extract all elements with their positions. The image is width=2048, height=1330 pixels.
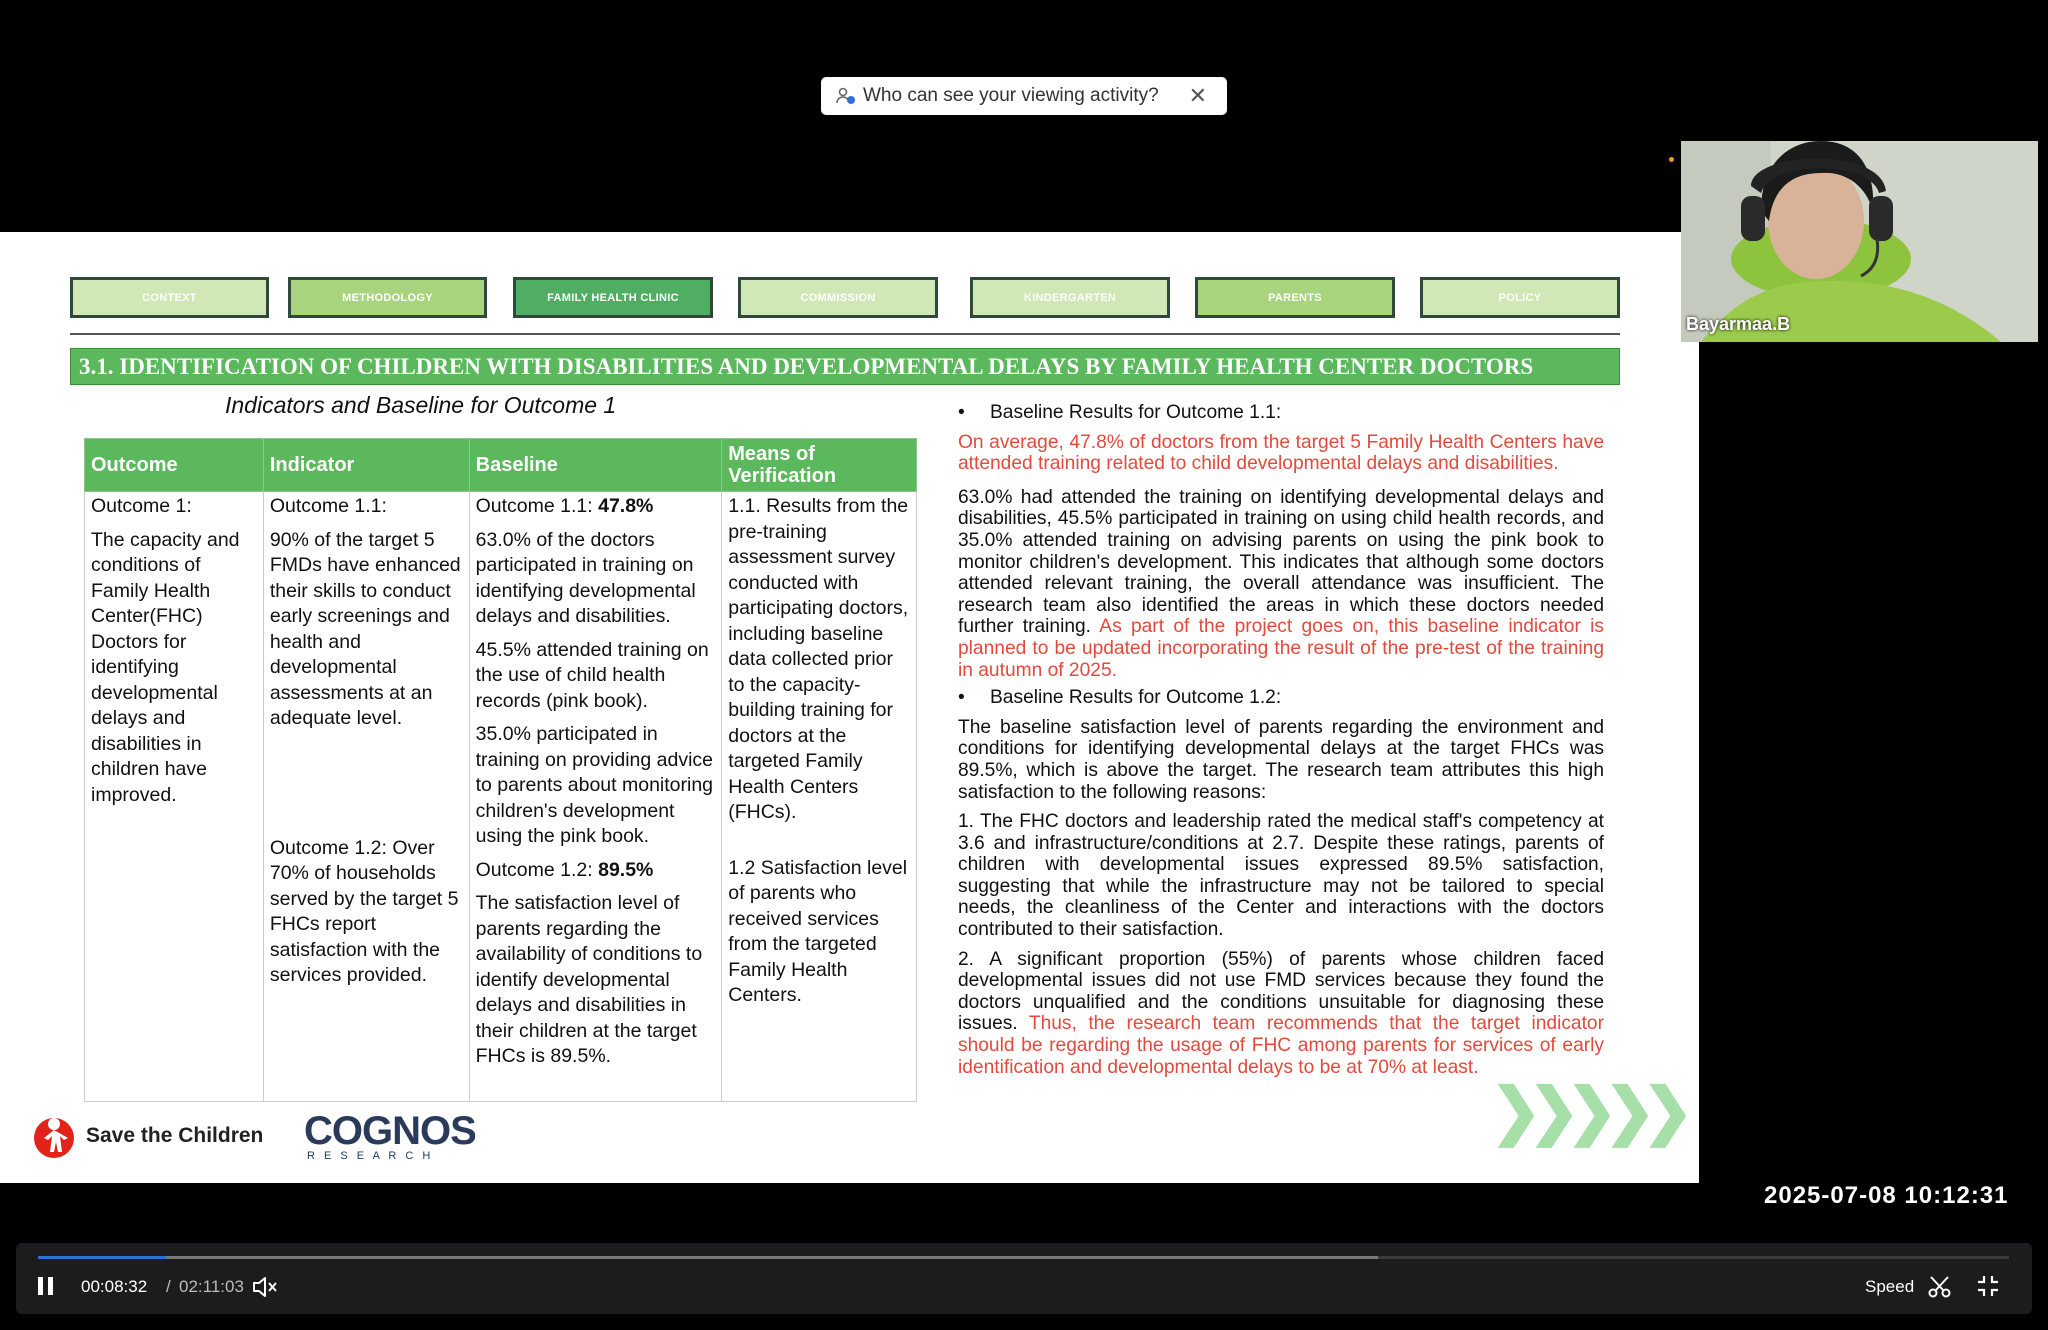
close-icon[interactable]: ✕: [1188, 83, 1207, 108]
played-bar: [38, 1256, 166, 1259]
presenter-webcam: [1681, 141, 2038, 342]
divider: [70, 333, 1620, 335]
column-header: Indicator: [263, 439, 469, 492]
indicator-1-1-text: 90% of the target 5 FMDs have enhanced their skills to conduct early screenings and health and developmental assessments at an adequate level.: [269, 528, 461, 729]
baseline-1-2: Outcome 1.2: 89.5%: [475, 858, 654, 881]
paragraph: 63.0% had attended the training on identifying developmental delays and disabilities, 45.5% participated in training on using child health records, and 35.0% attended training on advising parents on using the pink book to monitor children's development. This indicates that although some doctors attended relevant training, the overall attendance was insufficient. The research team also identified the areas in which these doctors needed further training. As part of the project goes on, this baseline indicator is planned to be updated incorporating the result of the pre-test of the training in autumn of 2025.: [958, 486, 1604, 681]
cognos-logo-text: COGNOS: [304, 1109, 476, 1153]
baseline-text: 63.0% of the doctors participated in training on identifying developmental delays and disabilities.: [475, 528, 696, 627]
save-the-children-logo: [30, 1112, 263, 1160]
chevron-decoration-icon: ❯❯❯❯❯: [1490, 1077, 1680, 1146]
clip-scissors-button[interactable]: [1927, 1274, 1953, 1300]
cognos-logo-subtext: R E S E A R C H: [307, 1150, 434, 1162]
table-row: [85, 492, 917, 1102]
table-title: Indicators and Baseline for Outcome 1: [225, 392, 617, 418]
baseline-cell: [469, 492, 722, 1102]
recording-indicator: [1669, 157, 1674, 162]
indicators-table: [84, 438, 917, 1102]
indicator-1-1-label: Outcome 1.1:: [269, 495, 387, 517]
paragraph: 2. A significant proportion (55%) of parents whose children faced developmental issues did not use FMD services because they found the doctors unqualified and the conditions unsuitable for diagnosing these issues. Thus, the research team recommends that the target indicator should be regarding the usage of FHC among parents for services of early identification and developmental delays to be at 70% at least.: [958, 948, 1604, 1078]
buffered-bar: [38, 1256, 1378, 1259]
table-header-row: [85, 439, 917, 492]
baseline-results-text: [958, 402, 1604, 1084]
column-header: Baseline: [469, 439, 722, 492]
player-control-bar: [16, 1243, 2032, 1314]
presenter-video: [1681, 141, 2038, 342]
stc-logo-text: Save the Children: [86, 1124, 264, 1147]
outcome-text: The capacity and conditions of Family Health Center(FHC) Doctors for identifying developmental delays and disabilities in children have improved.: [91, 528, 240, 806]
outcome-cell: [85, 492, 264, 1102]
indicator-1-2-text: Outcome 1.2: Over 70% of households served by the target 5 FHCs report satisfaction with the services provided.: [269, 836, 459, 986]
verification-cell: [722, 492, 917, 1102]
presenter-name: Bayarmaa.B: [1686, 314, 1791, 334]
baseline-text: The satisfaction level of parents regarding the availability of conditions to identify developmental delays and disabilities in their children at the target FHCs is 89.5%.: [475, 892, 703, 1067]
baseline-text: 35.0% participated in training on providing advice to parents about monitoring children's development using the pink book.: [475, 723, 714, 847]
progress-bar[interactable]: [38, 1256, 2009, 1259]
total-time: 02:11:03: [179, 1277, 244, 1296]
presentation-slide: [0, 232, 1699, 1183]
paragraph: The baseline satisfaction level of parents regarding the environment and conditions for identifying developmental delays at the target FHCs was 89.5%, which is above the target. The research team attributes this high satisfaction to the following reasons:: [958, 716, 1604, 803]
nav-tab-family-health-clinic: FAMILY HEALTH CLINIC: [513, 277, 713, 318]
highlight-text: On average, 47.8% of doctors from the target 5 Family Health Centers have attended training related to child developmental delays and disabilities.: [958, 431, 1604, 475]
paragraph: 1. The FHC doctors and leadership rated the medical staff's competency at 3.6 and infrastructure/conditions at 2.7. Despite these ratings, parents of children with developmental issues expressed 89.5% satisfaction, suggesting that while the infrastructure may not be tailored to special needs, the cleanliness of the Center and interactions with the doctors contributed to their satisfaction.: [958, 811, 1604, 941]
verification-1-1: 1.1. Results from the pre-training assessment survey conducted with participating doctors, including baseline data collected prior to the capacity-building training for doctors at the targeted Family Health Centers (FHCs).: [728, 495, 909, 823]
outcome-label: Outcome 1:: [91, 495, 192, 517]
cognos-logo: [304, 1109, 476, 1162]
baseline-text: 45.5% attended training on the use of child health records (pink book).: [475, 638, 709, 712]
current-time: 00:08:32: [81, 1277, 148, 1296]
bullet-heading: • Baseline Results for Outcome 1.1:: [958, 402, 1604, 424]
column-header: Outcome: [85, 439, 264, 492]
notice-text: Who can see your viewing activity?: [863, 85, 1159, 106]
speed-button[interactable]: Speed: [1865, 1277, 1915, 1296]
people-icon: [835, 85, 857, 107]
indicator-cell: [263, 492, 469, 1102]
recording-timestamp: 2025-07-08 10:12:31: [1764, 1182, 2009, 1209]
column-header: Means of Verification: [722, 439, 917, 492]
verification-1-2: 1.2 Satisfaction level of parents who received services from the targeted Family Health Centers.: [728, 856, 908, 1006]
baseline-1-1: Outcome 1.1: 47.8%: [475, 495, 654, 517]
volume-button[interactable]: [251, 1274, 279, 1300]
nav-tab-methodology: METHODOLOGY: [288, 277, 487, 318]
nav-tab-kindergarten: KINDERGARTEN: [970, 277, 1170, 318]
nav-tab-policy: POLICY: [1420, 277, 1620, 318]
time-separator: /: [166, 1277, 171, 1296]
bullet-heading: • Baseline Results for Outcome 1.2:: [958, 687, 1604, 709]
pause-button[interactable]: [33, 1273, 59, 1299]
slide-title: 3.1. IDENTIFICATION OF CHILDREN WITH DISABILITIES AND DEVELOPMENTAL DELAYS BY FAMILY HEALTH CENTER DOCTORS: [70, 348, 1620, 385]
save-the-children-icon: [30, 1112, 78, 1160]
nav-tab-context: CONTEXT: [70, 277, 269, 318]
viewing-activity-notice[interactable]: [821, 77, 1227, 115]
exit-fullscreen-button[interactable]: [1976, 1274, 2000, 1298]
nav-tab-commission: COMMISSION: [738, 277, 938, 318]
nav-tab-parents: PARENTS: [1195, 277, 1395, 318]
